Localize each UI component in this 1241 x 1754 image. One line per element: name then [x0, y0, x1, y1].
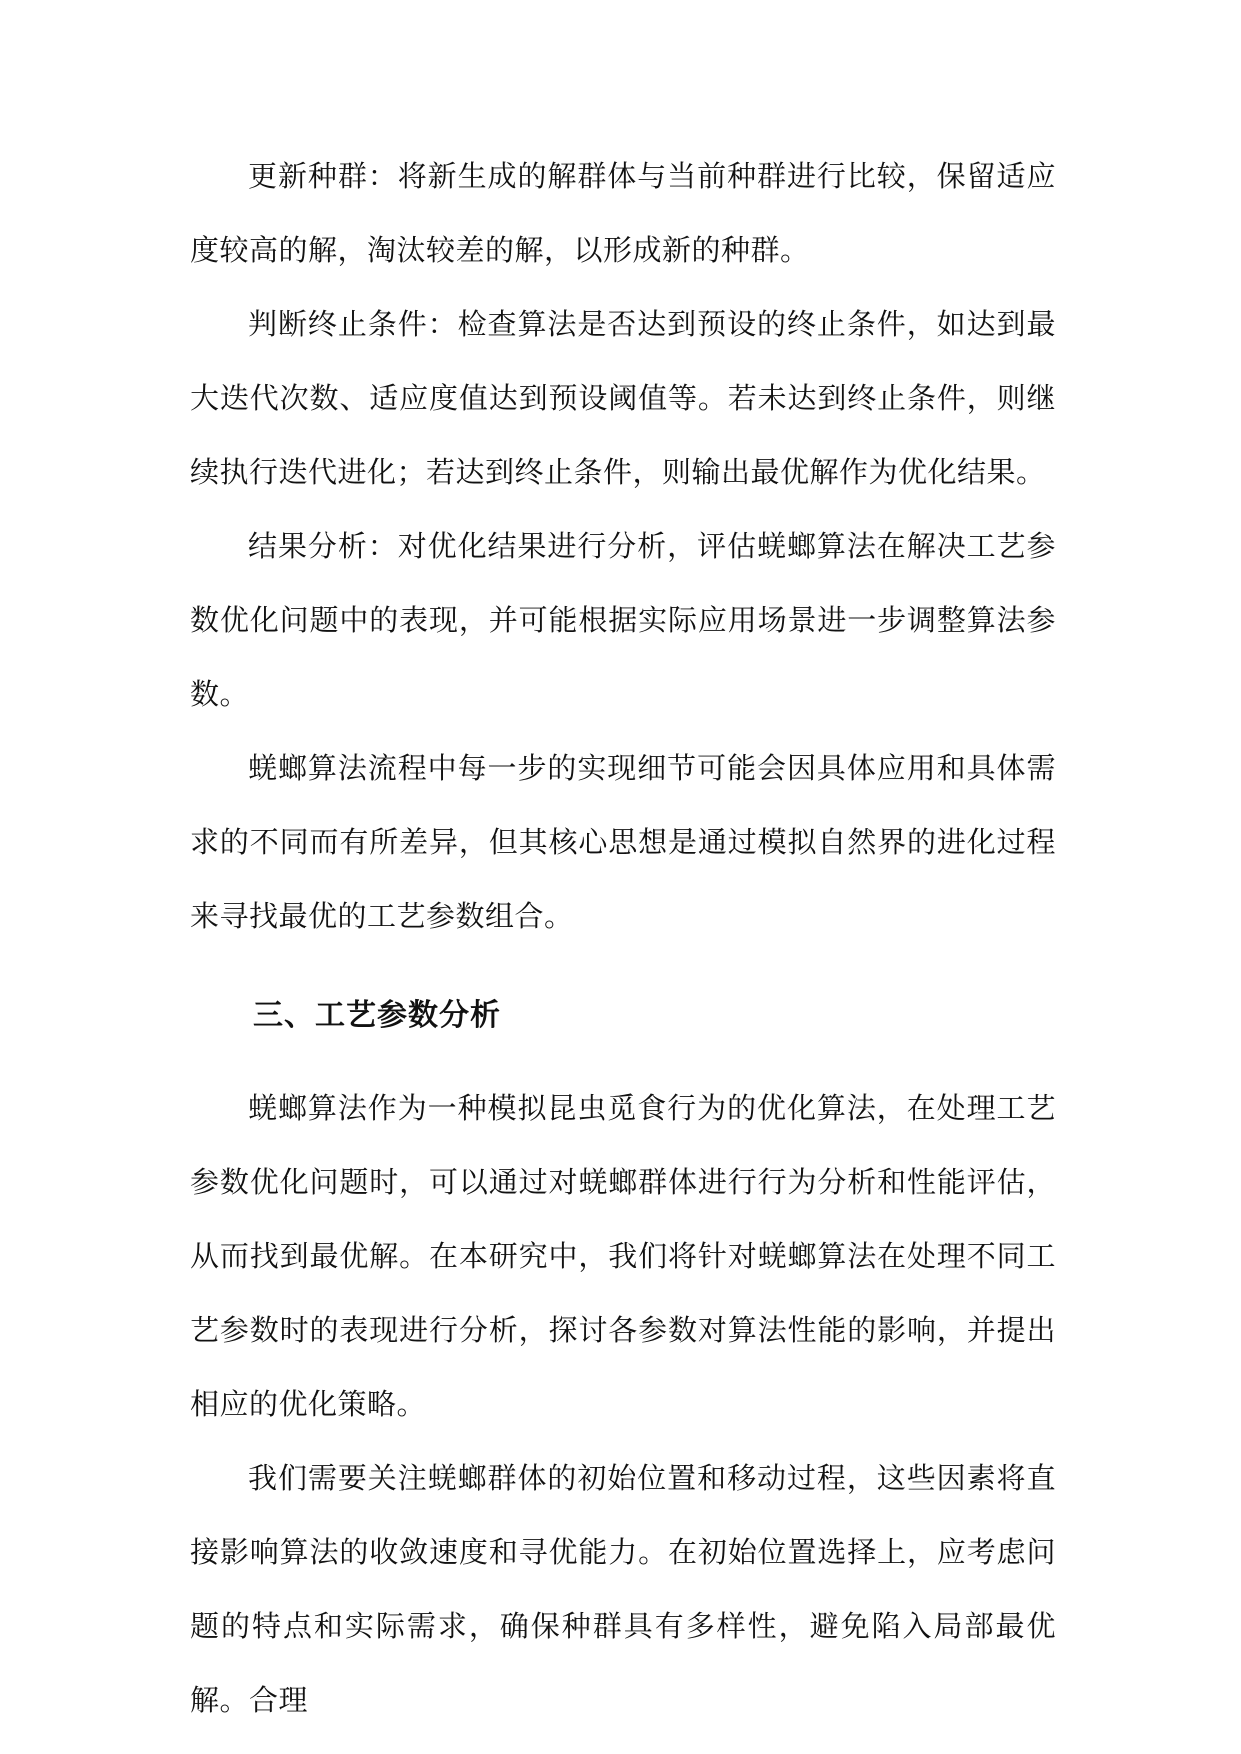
paragraph-initial-position: 我们需要关注蜣螂群体的初始位置和移动过程，这些因素将直接影响算法的收敛速度和寻优能力。在初始位置选择上，应考虑问题的特点和实际需求，确保种群具有多样性，避免陷入局部最优解。合理	[190, 1461, 1056, 1717]
document-body	[190, 139, 1056, 1737]
paragraph-termination-condition: 判断终止条件：检查算法是否达到预设的终止条件，如达到最大迭代次数、适应度值达到预设阈值等。若未达到终止条件，则继续执行迭代进化；若达到终止条件，则输出最优解作为优化结果。	[190, 307, 1056, 489]
paragraph-process-summary: 蜣螂算法流程中每一步的实现细节可能会因具体应用和具体需求的不同而有所差异，但其核心思想是通过模拟自然界的进化过程来寻找最优的工艺参数组合。	[190, 751, 1056, 933]
section-heading: 三、工艺参数分析	[253, 998, 501, 1033]
paragraph-parameter-analysis-intro: 蜣螂算法作为一种模拟昆虫觅食行为的优化算法，在处理工艺参数优化问题时，可以通过对蜣螂群体进行行为分析和性能评估，从而找到最优解。在本研究中，我们将针对蜣螂算法在处理不同工艺参数时的表现进行分析，探讨各参数对算法性能的影响，并提出相应的优化策略。	[190, 1091, 1056, 1421]
paragraph-result-analysis: 结果分析：对优化结果进行分析，评估蜣螂算法在解决工艺参数优化问题中的表现，并可能根据实际应用场景进一步调整算法参数。	[190, 529, 1056, 711]
paragraph-update-population: 更新种群：将新生成的解群体与当前种群进行比较，保留适应度较高的解，淘汰较差的解，以形成新的种群。	[190, 159, 1056, 267]
